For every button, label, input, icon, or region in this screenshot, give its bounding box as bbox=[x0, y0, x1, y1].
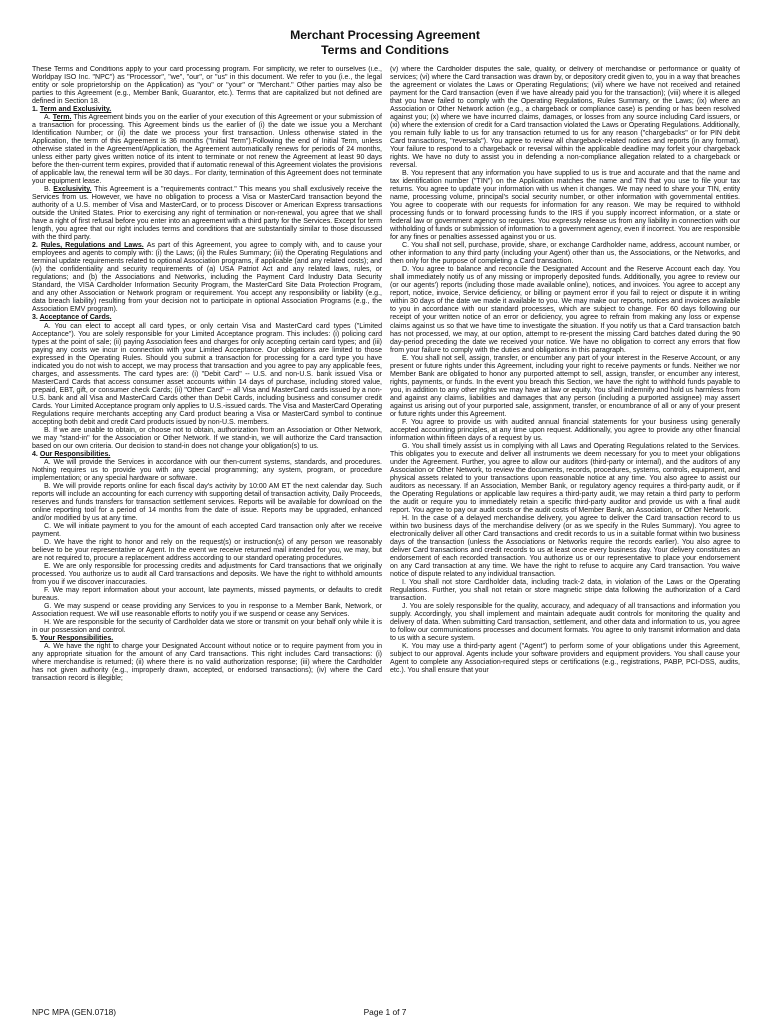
subsection-paragraph bbox=[32, 459, 382, 483]
subsection-text: You represent that any information you have supplied to us is true and accurate and that the name and tax identification number ("TIN") on the Application matches the name and TIN that you use to file your tax returns. You agree to update your information with us when it changes. We may need to share your TIN, entity name, processing volume, principal's social security number, or other information with governmental entities. You agree to cooperate with our requests for information for any reason. We may be required to withhold processing funds or to forward processing funds to the IRS if you supply incorrect information, or a state or federal law or government agency so requires. You expressly release us from any liability in connection with our withholding of funds or submission of information to a government agency, even if incorrect. You are responsible for any fines or penalties assessed against you or us. bbox=[390, 170, 740, 242]
subsection-paragraph bbox=[390, 603, 740, 643]
title-line-1: Merchant Processing Agreement bbox=[290, 28, 480, 42]
subsection-text: This Agreement binds you on the earlier of your execution of this Agreement or your submission of a transaction for processing. This Agreement binds us the earlier of (i) the date we issue you a Merchant Identification Number; or (ii) the date we process your first transaction. Unless otherwise stated in the Application, the term of this Agreement is 36 months ("Initial Term").Following the end of Initial Term, unless otherwise stated in the Agreement/Application, the Agreement automatically renews for periods of 24 months, unless either party gives written notice of its intent to terminate or not renew the Agreement at least 90 days before the then-current term expires, provided that if automatic renewal of this Agreement violates the provisions of applicable law, the renewal term will be 30 days.. For clarity, termination of this Agreement does not terminate your equipment lease. bbox=[32, 114, 382, 186]
subsection-paragraph bbox=[32, 539, 382, 563]
subsection-label: F. bbox=[44, 587, 53, 595]
subsection-text: We will provide the Services in accordance with our then-current systems, standards, and procedures. Nothing requires us to provide you with any special programming; any system, program, or procedure implementation; or any special hardware or software. bbox=[32, 458, 382, 482]
section-number: 3. bbox=[32, 314, 40, 322]
subsection-label: C. bbox=[44, 522, 54, 530]
subsection-text: You can elect to accept all card types, or only certain Visa and MasterCard card types ("Limited Acceptance"). You are solely responsible for your Limited Acceptance program. This includes: (i) policing card types at the point of sale; (ii) paying Association fees and charges for only accepting certain card types; and (iii) paying any costs we incur in connection with your Limited Acceptance. Our obligations are limited to those expressed in the Operating Rules. Should you submit a transaction for processing for a card type you have indicated you do not wish to accept, we may process that transaction and you agree to pay any applicable fees, charges, and assessments. The card types are: (i) "Debit Card" -- U.S. and non-U.S. bank issued Visa or MasterCard Cards that access consumer asset accounts within 14 days of purchase, including stored value, prepaid, EBT, gift, or consumer check Cards; (ii) "Other Card" -- all Visa and MasterCard cards issued by a non-U.S. bank and all Visa and MasterCard Cards other than Debit Cards, including business and consumer credit Cards. Your Limited Acceptance program only applies to U.S.-issued cards. The Visa and MasterCard Operating Regulations require merchants accepting any Card product bearing a Visa or MasterCard symbol to continue accepting both debit and credit Card products issued by non-U.S. members. bbox=[32, 322, 382, 426]
subsection-paragraph bbox=[390, 579, 740, 603]
subsection-text: You may use a third-party agent ("Agent") to perform some of your obligations under this Agreement, subject to our approval. Agents include your software providers and equipment providers. You shall cause your Agent to complete any Association-required steps or certifications (e.g., registrations, PABP, PCI-DSS, audits, etc.). You shall ensure that your bbox=[390, 643, 740, 675]
subsection-paragraph bbox=[390, 170, 740, 242]
subsection-text: We are only responsible for processing credits and adjustments for Card transactions that we originally processed. You authorize us to audit all Card transactions and deposits. We have the right to withhold amounts from you if we discover inaccuracies. bbox=[32, 562, 382, 586]
subsection-label: A. bbox=[44, 114, 53, 122]
subsection-paragraph bbox=[32, 643, 382, 683]
subsection-paragraph bbox=[32, 114, 382, 186]
section-title: Your Responsibilities. bbox=[39, 635, 114, 643]
subsection-label: B. bbox=[44, 186, 54, 194]
section-title: Acceptance of Cards. bbox=[39, 314, 112, 322]
subsection-paragraph bbox=[390, 443, 740, 515]
section-title: Term and Exclusivity. bbox=[39, 106, 112, 114]
subsection-label: B. bbox=[44, 482, 54, 490]
document-title bbox=[0, 28, 770, 58]
subsection-text: We are responsible for the security of Cardholder data we store or transmit on your behalf only while it is in our possession and control. bbox=[32, 619, 382, 635]
form-identifier: NPC MPA (GEN.0718) bbox=[32, 1007, 117, 1017]
subsection-text: If we are unable to obtain, or choose not to obtain, authorization from an Association or Other Network, we may "stand-in" for the Association or Other Network. If we stand-in, we will authorize the Card transaction based on our own criteria. Our decision to stand-in does not change your obligation(s) to us. bbox=[32, 426, 382, 450]
subsection-label: K. bbox=[402, 643, 412, 651]
subsection-text: We will provide reports online for each fiscal day's activity by 10:00 AM ET the next calendar day. Such reports will include an accounting for each currency with supporting detail of transaction activity, Daily Proceeds, reserves and funds transfers for transaction settlement services. Reports will be available for download on the online reporting tool for a period of 14 months from the date of issue. Reports may be upgraded, enhanced and/or modified by us at any time. bbox=[32, 482, 382, 522]
section-text: As part of this Agreement, you agree to comply with, and to cause your employees and agents to comply with: (i) the Laws; (ii) the Rules Summary; (iii) the Operating Regulations and terminal update requirements related to optional Association programs, if applicable (and any related costs); and (iv) the confidentiality and security requirements of (a) USA Patriot Act and any related laws, rules, or regulations; and (b) the Associations and Networks, including the Payment Card Industry Data Security Standard, the VISA Cardholder Information Security Program, the MasterCard Site Data Protection Program, and any other Association or Network program or requirement. You accept any responsibility or liability (e.g., data breach liability) resulting from your decision not to participate in optional Association Programs (e.g., the Association EMV program). bbox=[32, 242, 382, 314]
subsection-label: G. bbox=[44, 603, 55, 611]
section-number: 4. bbox=[32, 450, 40, 458]
section-heading bbox=[32, 242, 382, 314]
subsection-label: E. bbox=[402, 354, 411, 362]
subsection-text: We may suspend or cease providing any Services to you in response to a Member Bank, Network, or Association request. We will use reasonable efforts to notify you if we suspend or cease any Services. bbox=[32, 603, 382, 619]
subsection-paragraph bbox=[32, 186, 382, 242]
left-text-column bbox=[32, 66, 382, 996]
subsection-text: You shall not sell, purchase, provide, share, or exchange Cardholder name, address, account number, or other information to any third party (including your Agent) other than us, the Associations, or the Networks, and then only for the purpose of completing a Card transaction. bbox=[390, 242, 740, 266]
section-heading bbox=[32, 635, 382, 643]
subsection-text: We have the right to honor and rely on the request(s) or instruction(s) of any person we reasonably believe to be your representative or Agent. In the event we receive returned mail intended for you, we may, but are not required to, procure a replacement address according to our standard operating procedures. bbox=[32, 538, 382, 562]
subsection-label: D. bbox=[44, 538, 55, 546]
subsection-paragraph bbox=[32, 523, 382, 539]
body-paragraph: These Terms and Conditions apply to your card processing program. For simplicity, we refer to ourselves (i.e., Worldpay ISO Inc. "NPC") as "Processor", "we", "our", or "us" in this document. We refer to you (i.e., the legal entity or sole proprietorship on the Application) as "you" or "your" or "Merchant." Other parties may also be parties to this Agreement (e.g., Member Bank, Guarantor, etc.). Terms that are capitalized but not defined are defined in Section 18. bbox=[32, 66, 382, 106]
subsection-label: A. bbox=[44, 643, 54, 651]
subsection-paragraph bbox=[390, 419, 740, 443]
subsection-label: H. bbox=[402, 514, 412, 522]
body-paragraph: (v) where the Cardholder disputes the sale, quality, or delivery of merchandise or performance or quality of services; (vi) where the Card transaction was drawn by, or depository credit given to, you in a way that breaches the agreement or violates the Laws or Operating Regulations; (vii) where we have not received and retained payment for the Card transaction (even if we have already paid you for the transaction); (viii) where it is alleged that you have failed to comply with the Operating Regulations, Rules Summary, or the Laws; (ix) where an Association or Other Network action (e.g., a chargeback or compliance case) is pending or has been resolved against you; (x) where we have incurred claims, damages, or losses from any source including Card issuers, or (xi) where the extension of credit for a Card transaction violated the Laws or Operating Regulations. Additionally, you remain fully liable to us for any transaction returned to us for any reason ("chargebacks" or for PIN debit Card transactions, "reversals"). You agree to review all chargeback-related notices and reports (in any format). Your failure to respond to a chargeback or reversal within the applicable deadline may forfeit your chargeback rights. We have no duty to assist you in defending a non-compliance allegation related to a chargeback or reversal. bbox=[390, 66, 740, 170]
subsection-text: We may report information about your account, late payments, missed payments, or defaults to credit bureaus. bbox=[32, 587, 382, 603]
subsection-label: D. bbox=[402, 266, 412, 274]
section-title: Our Responsibilities. bbox=[39, 450, 111, 458]
subsection-label: E. bbox=[44, 562, 54, 570]
subsection-text: In the case of a delayed merchandise delivery, you agree to deliver the Card transaction record to us within two business days of the merchandise delivery (or as we specify in the Rules Summary). You agree to electronically deliver all other Card transactions and credit records to us in a suitable format within two business days of the transaction (unless the Associations or Networks require the records earlier). You also agree to deliver Card transactions and credit records to us at least once every business day. Your delivery constitutes an endorsement of each recorded transaction. You authorize us or our representative to place your endorsement on any Card transaction at any time. We have the right to refuse to acquire any Card transaction. You waive notice of dispute related to any individual transaction. bbox=[390, 514, 740, 578]
subsection-paragraph bbox=[390, 515, 740, 579]
title-line-2: Terms and Conditions bbox=[321, 43, 449, 57]
subsection-paragraph bbox=[390, 643, 740, 675]
subsection-text: You shall not store Cardholder data, including track-2 data, in violation of the Laws or the Operating Regulations. Further, you shall not retain or store magnetic stripe data following the authorization of a Card transaction. bbox=[390, 579, 740, 603]
subsection-label: B. bbox=[402, 170, 411, 178]
subsection-text: You agree to balance and reconcile the Designated Account and the Reserve Account each day. You shall immediately notify us of any missing or improperly deposited funds. Additionally, you agree to review our (or our agents') reports (including those made available online), notices, and invoices. You agree to accept any report, notice, invoice, Service deficiency, or billing or payment error if you fail to reject or dispute it in writing within 30 days of the date we made it available to you. We may make our reports, notices and invoices available to you in accordance with our standard processes, which are subject to change. For 60 days following our receipt of your written notice of an error or deficiency, you agree to refrain from making any loss or expense claims against us so that we have time to investigate the situation. If you notify us that a Card transaction batch has not processed, we may, at our option, attempt to re-present the missing Card batches dated during the 90 day-period preceding the date we received your notice. We have no obligation to correct any errors that flow from your failure to comply with the duties and obligations in this paragraph. bbox=[390, 266, 740, 354]
subsection-label: A. bbox=[44, 458, 54, 466]
section-heading bbox=[32, 106, 382, 114]
section-number: 2. bbox=[32, 242, 41, 250]
subsection-text: You shall timely assist us in complying with all Laws and Operating Regulations related to the Services. This obligates you to execute and deliver all instruments we deem necessary for you to meet your obligations under the Agreement. Further, you agree to allow our auditors (third-party or internal), and the auditors of any Association or Other Network, to review the documents, records, procedures, systems, controls, equipment, and physical assets related to your transactions upon reasonable notice at any time. You also agree to assist our auditors as necessary. If an Association, Member Bank, or regulatory agency requires a third-party audit, or if the Operating Regulations or applicable law requires a third-party audit, we may retain a third party to perform the audit or require you to immediately retain a specific third-party auditor and provide us with a final audit report. You agree to pay our audit costs or the audit costs of Member Bank, an Association, or Other Network. bbox=[390, 442, 740, 514]
section-title: Rules, Regulations and Laws. bbox=[40, 242, 144, 250]
subsection-text: You agree to provide us with audited annual financial statements for your business using generally accepted accounting principles, at any time upon request. Additionally, you agree to provide any other financial information within fifteen days of a request by us. bbox=[390, 418, 740, 442]
subsection-label: C. bbox=[402, 242, 412, 250]
subsection-paragraph bbox=[390, 355, 740, 419]
subsection-text: This Agreement is a "requirements contract." This means you shall exclusively receive the Services from us. However, we have no obligation to process a Visa or MasterCard transaction beyond the authority of a U.S. member of Visa and MasterCard, or to process Discover or American Express transactions outside the United States. Prior to exercising any right of termination or non-renewal, you agree that we shall have a right of first refusal before you enter into an agreement with a third party for the Services. Except for term length, you agree that our right includes terms and conditions that are substantially similar to those discussed with the third party. bbox=[32, 186, 382, 242]
subsection-paragraph bbox=[32, 619, 382, 635]
subsection-paragraph bbox=[32, 427, 382, 451]
section-number: 5. bbox=[32, 635, 40, 643]
subsection-label: A. bbox=[44, 322, 55, 330]
page-number: Page 1 of 7 bbox=[363, 1007, 407, 1017]
subsection-label: H. bbox=[44, 619, 54, 627]
subsection-label: G. bbox=[402, 442, 412, 450]
subsection-text: You shall not sell, assign, transfer, or encumber any part of your interest in the Reserve Account, or any present or future rights under this Agreement, including your right to receive payments or funds. Neither we nor Member Bank are obligated to honor any purported attempt to sell, assign, transfer, or encumber any interest, rights, payments, or funds. In the event you breach this Section, we have the right to withhold funds payable to you, in addition to any other rights we may have at law or equity. You shall indemnify and hold us harmless from and against any claims, liabilities and damages that any person (including a purported assignee) may assert against us arising out of your purported sale, assignment, transfer, or encumbrance of all or any of your present or future rights under this Agreement. bbox=[390, 354, 740, 418]
subsection-label: F. bbox=[402, 418, 411, 426]
subsection-paragraph bbox=[32, 323, 382, 427]
subsection-label: B. bbox=[44, 426, 54, 434]
right-text-column bbox=[390, 66, 740, 996]
subsection-lead: Term. bbox=[52, 114, 72, 122]
subsection-text: You are solely responsible for the quality, accuracy, and adequacy of all transactions and information you supply. Accordingly, you shall implement and maintain adequate audit controls for monitoring the quality and delivery of data. When submitting Card transaction, settlement, and other data and information to us, you agree to follow our communications processes and document formats. You agree to only transmit information and data to us with a secure system. bbox=[390, 603, 740, 643]
subsection-text: We have the right to charge your Designated Account without notice or to require payment from you in any appropriate situation for the amount of any Card transactions. This right includes Card transactions: (i) where merchandise is returned; (ii) where there is no valid authorization response; (iii) where the Cardholder has not given authority (e.g., improperly drawn, accepted, or endorsed transactions); (iv) where the Card transaction record is illegible; bbox=[32, 643, 382, 683]
subsection-paragraph bbox=[390, 242, 740, 266]
subsection-paragraph bbox=[32, 563, 382, 587]
subsection-text: We will initiate payment to you for the amount of each accepted Card transaction only after we receive payment. bbox=[32, 522, 382, 538]
section-heading bbox=[32, 314, 382, 322]
section-number: 1. bbox=[32, 106, 40, 114]
subsection-paragraph bbox=[32, 587, 382, 603]
subsection-lead: Exclusivity. bbox=[53, 186, 92, 194]
subsection-label: J. bbox=[402, 603, 410, 611]
subsection-paragraph bbox=[390, 266, 740, 354]
subsection-paragraph bbox=[32, 483, 382, 523]
section-heading bbox=[32, 451, 382, 459]
subsection-label: I. bbox=[402, 579, 410, 586]
subsection-paragraph bbox=[32, 603, 382, 619]
